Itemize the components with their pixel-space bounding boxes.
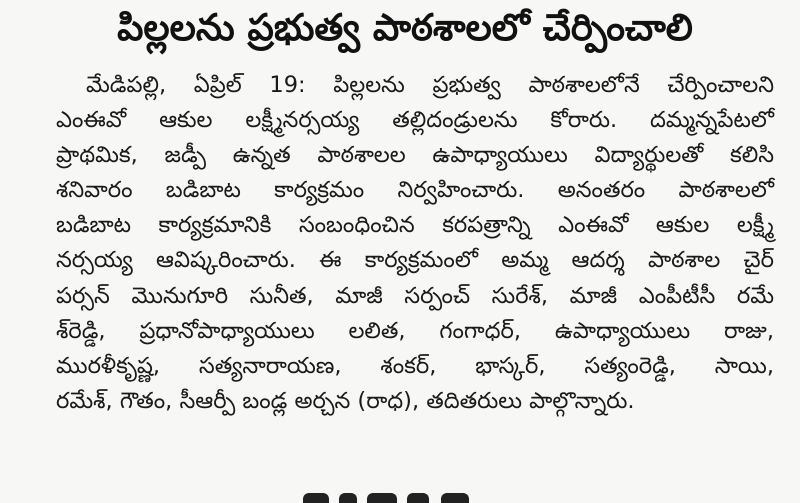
article-headline: పిల్లలను ప్రభుత్వ పాఠశాలలో చేర్పించాలి [117,6,693,49]
glyph-fragment [303,493,329,503]
article-line: మురళీకృష్ణ, సత్యనారాయణ, శంకర్, భాస్కర్, సత్యంరెడ్డి, సాయి, [56,352,774,379]
article-line: శనివారం బడిబాట కార్యక్రమం నిర్వహించారు. అనంతరం పాఠశాలలో [56,177,774,204]
article-line: మేడిపల్లి, ఏప్రిల్ 19: పిల్లలను ప్రభుత్వ పాఠశాలలోనే చేర్పించాలని [86,72,774,98]
glyph-fragment [367,493,397,503]
glyph-fragment [407,493,429,503]
article-line: ప్రాథమిక, జడ్పీ ఉన్నత పాఠశాలల ఉపాధ్యాయులు విద్యార్థులతో కలిసి [56,142,774,169]
cut-off-next-headline [295,490,495,503]
glyph-fragment [441,493,469,503]
article-line: బడిబాట కార్యక్రమానికి సంబంధించిన కరపత్రాన్ని ఎంఈవో ఆకుల లక్ష్మీ [56,212,774,239]
article-line: రమేశ్, గౌతం, సీఆర్పీ బండ్ల అర్చన (రాధ), తదితరులు పాల్గొన్నారు. [56,387,635,414]
article-line: శ్‌రెడ్డి, ప్రధానోపాధ్యాయులు లలిత, గంగాధర్, ఉపాధ్యాయులు రాజు, [56,317,774,344]
glyph-fragment [339,493,357,503]
article-line: నర్సయ్య ఆవిష్కరించారు. ఈ కార్యక్రమంలో అమ్మ ఆదర్శ పాఠశాల చైర్ [56,247,774,274]
article-line: పర్సన్ మొనుగూరి సునీత, మాజీ సర్పంచ్ సురేశ్, మాజీ ఎంపీటీసీ రమే [56,282,774,309]
article-body [56,68,774,419]
article-line: ఎంఈవో ఆకుల లక్ష్మీనర్సయ్య తల్లిదండ్రులను కోరారు. దమ్మన్నపేటలో [56,107,774,134]
